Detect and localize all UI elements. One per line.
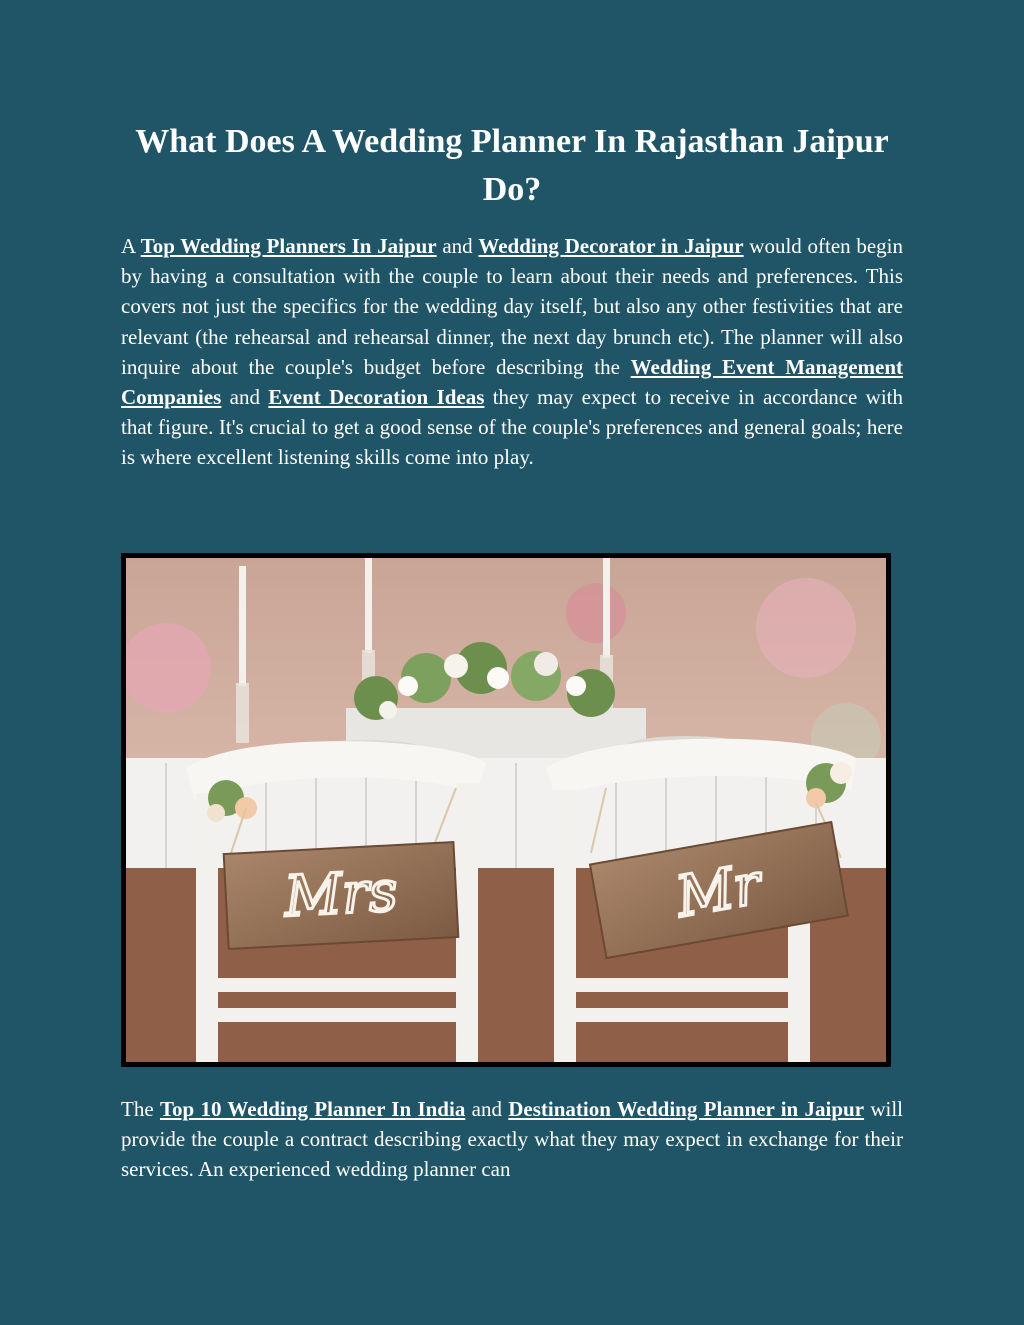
text-segment: A: [121, 234, 141, 258]
link-destination-wedding-planner-jaipur[interactable]: Destination Wedding Planner in Jaipur: [508, 1097, 865, 1121]
sign-mr-text: Mr: [671, 851, 766, 931]
sign-mrs-text: Mrs: [282, 859, 400, 930]
link-event-decoration-ideas[interactable]: Event Decoration Ideas: [268, 385, 485, 410]
link-wedding-decorator-jaipur[interactable]: Wedding Decorator in Jaipur: [478, 234, 744, 258]
wedding-photo: [121, 553, 891, 1067]
intro-paragraph: [121, 231, 903, 473]
text-segment: they may expect to receive in accordance with that figure. It's crucial to get a good sense of the couple's preferences and general goals; here is where excellent listening skills come into play.: [121, 385, 904, 470]
contract-paragraph: [121, 1094, 903, 1185]
wedding-chairs-illustration: [126, 558, 886, 1062]
text-segment: will provide the couple a contract describing exactly what they may expect in exchange for their services. An experienced wedding planner can: [121, 1097, 904, 1182]
link-wedding-event-management-companies[interactable]: Wedding Event Management Companies: [121, 354, 904, 410]
text-segment: The: [121, 1097, 160, 1121]
page-title: What Does A Wedding Planner In Rajasthan Jaipur Do?: [135, 123, 889, 208]
text-segment: and: [465, 1097, 509, 1121]
text-segment: and: [221, 385, 269, 410]
link-top-10-wedding-planner-india[interactable]: Top 10 Wedding Planner In India: [159, 1097, 466, 1121]
text-segment: and: [436, 234, 479, 258]
link-top-wedding-planners-jaipur[interactable]: Top Wedding Planners In Jaipur: [140, 234, 437, 258]
text-segment: would often begin by having a consultation with the couple to learn about their needs and preferences. This covers not just the specifics for the wedding day itself, but also any other festivities that are relevant (the rehearsal and rehearsal dinner, the next day brunch etc). The planner will also inquire about the couple's budget before describing the: [121, 234, 904, 379]
